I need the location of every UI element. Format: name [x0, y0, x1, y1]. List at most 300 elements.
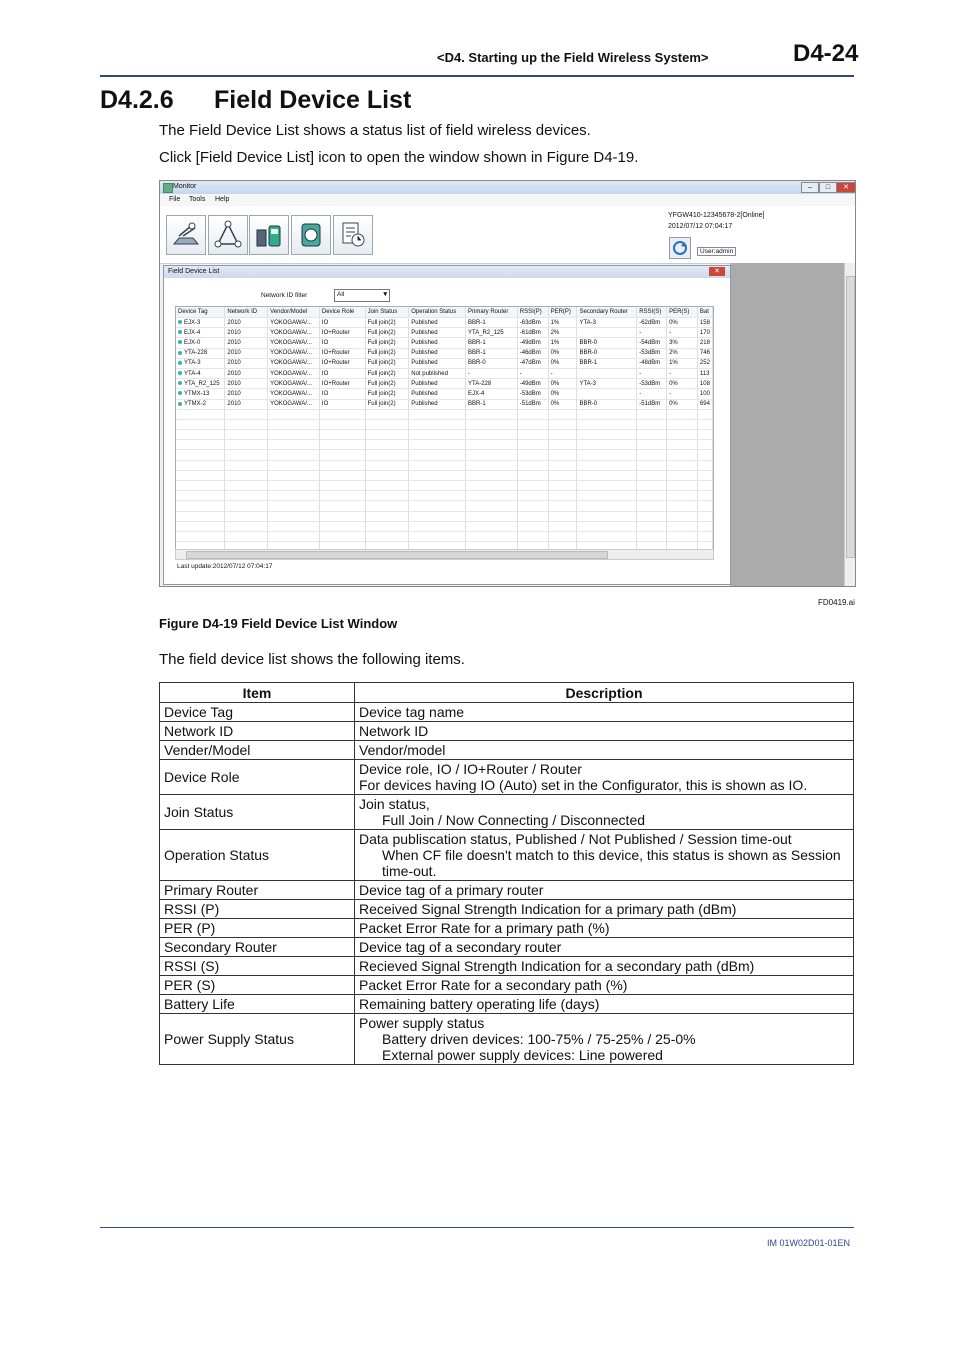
grid-cell [319, 521, 365, 531]
cell-text: 218 [699, 339, 710, 346]
cell-text: YOKOGAWA/... [270, 350, 312, 357]
grid-cell [577, 501, 637, 511]
cell-text: 2010 [227, 329, 241, 336]
cell-text: BBR-1 [468, 319, 486, 326]
grid-cell [225, 440, 268, 450]
table-row[interactable] [176, 318, 713, 328]
grid-column-header[interactable]: Vendor/Model [268, 307, 320, 318]
table-row[interactable] [176, 379, 713, 389]
cell-text: -48dBm [639, 360, 661, 367]
grid-cell [365, 470, 409, 480]
grid-cell [667, 481, 698, 491]
grid-cell [667, 470, 698, 480]
grid-cell [517, 521, 548, 531]
grid-cell [697, 379, 712, 389]
table-row [160, 976, 854, 995]
grid-cell [225, 501, 268, 511]
grid-cell [667, 531, 698, 541]
description-indented-line: External power supply devices: Line powered [382, 1047, 663, 1063]
grid-cell [268, 430, 320, 440]
grid-cell [697, 521, 712, 531]
empty-row [176, 440, 713, 450]
grid-cell [409, 531, 466, 541]
grid-cell [409, 348, 466, 358]
description-cell [355, 722, 854, 741]
description-indented-line: Battery driven devices: 100-75% / 75-25% / 25-0% [382, 1031, 696, 1047]
cell-text: Published [411, 319, 438, 326]
grid-cell [319, 389, 365, 399]
table-row[interactable] [176, 368, 713, 378]
grid-cell [409, 389, 466, 399]
grid-cell [697, 338, 712, 348]
cell-text: YOKOGAWA/... [270, 370, 312, 377]
workspace-background [730, 263, 855, 586]
description-line: Join status, [359, 796, 430, 812]
section-title [100, 86, 411, 115]
toolbar-button-device-detail[interactable] [291, 215, 331, 255]
cell-text: 0% [550, 380, 560, 387]
intro-paragraph-2: Click [Field Device List] icon to open the window shown in Figure D4-19. [159, 149, 639, 166]
network-id-filter-select[interactable] [334, 289, 390, 302]
description-cell [355, 957, 854, 976]
grid-cell [225, 358, 268, 368]
cell-text: YTA-4 [184, 370, 201, 377]
maximize-icon[interactable]: □ [819, 182, 837, 193]
grid-cell [176, 481, 225, 491]
cell-text: IO [321, 319, 329, 326]
description-cell [355, 995, 854, 1014]
items-table-header [160, 683, 854, 703]
grid-cell [637, 419, 667, 429]
description-line: Device tag of a primary router [359, 882, 544, 898]
grid-cell [548, 389, 577, 399]
description-cell [355, 703, 854, 722]
grid-column-header[interactable]: Join Status [365, 307, 409, 318]
item-cell: Device Tag [160, 703, 355, 722]
cell-text: Full join(2) [367, 350, 396, 357]
grid-column-header[interactable]: Secondary Router [577, 307, 637, 318]
grid-column-header[interactable]: PER(S) [667, 307, 698, 318]
grid-cell [176, 501, 225, 511]
grid-cell [409, 328, 466, 338]
grid-cell [637, 511, 667, 521]
description-cell [355, 919, 854, 938]
grid-column-header[interactable]: Primary Router [466, 307, 518, 318]
cell-text: YOKOGAWA/... [270, 380, 312, 387]
grid-cell [637, 470, 667, 480]
grid-cell [637, 491, 667, 501]
cell-text: Full join(2) [367, 401, 396, 408]
grid-cell [637, 460, 667, 470]
toolbar-button-gateway[interactable] [166, 215, 206, 255]
grid-cell [577, 440, 637, 450]
item-cell: PER (P) [160, 919, 355, 938]
grid-cell [319, 511, 365, 521]
cell-text: -53dBm [639, 380, 661, 387]
grid-cell [637, 440, 667, 450]
grid-cell [409, 481, 466, 491]
description-line: Device tag of a secondary router [359, 939, 562, 955]
item-cell: Device Role [160, 760, 355, 795]
grid-cell [409, 521, 466, 531]
grid-cell [667, 521, 698, 531]
grid-cell [409, 440, 466, 450]
grid-cell [365, 460, 409, 470]
grid-cell [365, 481, 409, 491]
grid-cell [548, 430, 577, 440]
grid-cell [577, 511, 637, 521]
grid-cell [225, 491, 268, 501]
toolbar-button-report[interactable] [333, 215, 373, 255]
device-table [176, 307, 713, 550]
grid-cell [319, 430, 365, 440]
grid-cell [577, 450, 637, 460]
topology-icon [213, 220, 243, 250]
grid-cell [466, 318, 518, 328]
cell-text: Published [411, 390, 438, 397]
grid-cell [697, 440, 712, 450]
grid-cell [548, 470, 577, 480]
grid-cell [365, 491, 409, 501]
cell-text: YOKOGAWA/... [270, 329, 312, 336]
gateway-name: YFGW410-12345678-2[Online] [668, 212, 765, 219]
grid-cell [466, 399, 518, 409]
empty-row [176, 419, 713, 429]
cell-text: - [669, 390, 672, 397]
cell-text: 2010 [227, 401, 241, 408]
grid-cell [697, 419, 712, 429]
grid-cell [409, 399, 466, 409]
table-row[interactable] [176, 348, 713, 358]
grid-cell [517, 440, 548, 450]
grid-cell [268, 450, 320, 460]
grid-cell [176, 491, 225, 501]
grid-cell [637, 450, 667, 460]
cell-text: 0% [669, 319, 678, 326]
gateway-icon [171, 220, 201, 250]
status-dot-icon [178, 340, 182, 344]
grid-cell [667, 511, 698, 521]
grid-cell [319, 531, 365, 541]
grid-cell [268, 389, 320, 399]
grid-cell [176, 419, 225, 429]
gateway-time: 2012/07/12 07:04:17 [668, 223, 733, 230]
grid-cell [268, 399, 320, 409]
table-row[interactable] [176, 399, 713, 409]
menu-file[interactable]: File [169, 196, 181, 203]
table-row [160, 900, 854, 919]
description-line: Packet Error Rate for a secondary path (%) [359, 977, 628, 993]
menu-bar [160, 194, 855, 206]
header-description: Description [355, 683, 854, 703]
grid-cell [268, 419, 320, 429]
cell-text: EJX-0 [184, 339, 201, 346]
cell-text: 694 [699, 401, 710, 408]
grid-cell [577, 379, 637, 389]
minimize-icon[interactable]: – [801, 182, 819, 193]
grid-cell [466, 419, 518, 429]
grid-column-header[interactable]: Device Tag [176, 307, 225, 318]
toolbar-button-field-device-list[interactable] [249, 215, 289, 255]
user-label: User:admin [697, 247, 736, 256]
refresh-icon [670, 238, 690, 258]
item-cell: Operation Status [160, 830, 355, 881]
table-row [160, 1014, 854, 1065]
description-line: For devices having IO (Auto) set in the Configurator, this is shown as IO. [359, 777, 808, 793]
grid-column-header[interactable]: RSSI(P) [517, 307, 548, 318]
grid-cell [517, 379, 548, 389]
description-line: Device role, IO / IO+Router / Router [359, 761, 582, 777]
grid-cell [176, 328, 225, 338]
grid-cell [365, 368, 409, 378]
cell-text: 113 [699, 370, 710, 377]
main-vertical-scroll-thumb[interactable] [846, 276, 855, 558]
grid-cell [225, 399, 268, 409]
header-item: Item [160, 683, 355, 703]
table-row[interactable] [176, 328, 713, 338]
cell-text: 0% [550, 360, 560, 367]
items-table [159, 682, 854, 1065]
cell-text: YTMX-13 [184, 390, 210, 397]
grid-cell [176, 440, 225, 450]
grid-cell [577, 409, 637, 419]
grid-cell [409, 460, 466, 470]
footer-rule [100, 1227, 854, 1228]
grid-cell [268, 348, 320, 358]
grid-cell [548, 348, 577, 358]
description-cell [355, 881, 854, 900]
cell-text: EJX-3 [184, 319, 201, 326]
grid-column-header[interactable]: PER(P) [548, 307, 577, 318]
gateway-status [668, 210, 765, 232]
item-cell: Battery Life [160, 995, 355, 1014]
grid-cell [517, 358, 548, 368]
grid-cell [268, 481, 320, 491]
grid-cell [517, 389, 548, 399]
table-row [160, 881, 854, 900]
grid-cell [466, 460, 518, 470]
grid-cell [365, 409, 409, 419]
grid-cell [225, 389, 268, 399]
grid-cell [577, 358, 637, 368]
grid-cell [466, 348, 518, 358]
grid-cell [548, 368, 577, 378]
grid-cell [319, 470, 365, 480]
grid-cell [268, 501, 320, 511]
grid-cell [409, 419, 466, 429]
description-line: Device tag name [359, 704, 465, 720]
figure-file-id: FD0419.ai [818, 598, 855, 607]
grid-cell [466, 521, 518, 531]
grid-cell [637, 368, 667, 378]
grid-cell [548, 501, 577, 511]
grid-cell [365, 531, 409, 541]
grid-cell [268, 338, 320, 348]
grid-cell [365, 419, 409, 429]
grid-column-header[interactable]: RSSI(S) [637, 307, 667, 318]
grid-cell [268, 379, 320, 389]
grid-cell [409, 501, 466, 511]
grid-cell [319, 450, 365, 460]
table-row[interactable] [176, 389, 713, 399]
grid-cell [319, 491, 365, 501]
cell-text: Published [411, 360, 438, 367]
table-row[interactable] [176, 358, 713, 368]
network-id-filter-label: Network ID filter [261, 292, 308, 299]
grid-cell [268, 511, 320, 521]
cell-text: Published [411, 329, 438, 336]
report-clock-icon [338, 220, 368, 250]
grid-cell [577, 338, 637, 348]
table-row [160, 957, 854, 976]
grid-cell [637, 348, 667, 358]
grid-cell [697, 318, 712, 328]
grid-column-header[interactable]: Device Role [319, 307, 365, 318]
description-line: Packet Error Rate for a primary path (%) [359, 920, 610, 936]
grid-cell [225, 450, 268, 460]
description-cell [355, 760, 854, 795]
empty-row [176, 531, 713, 541]
window-title: Monitor [173, 183, 197, 190]
cell-text: Full join(2) [367, 380, 396, 387]
cell-text: BBR-1 [468, 339, 486, 346]
grid-cell [517, 481, 548, 491]
grid-cell [176, 531, 225, 541]
cell-text: 746 [699, 350, 710, 357]
grid-cell [225, 521, 268, 531]
grid-cell [176, 379, 225, 389]
grid-cell [225, 338, 268, 348]
grid-cell [466, 491, 518, 501]
grid-horizontal-scrollbar[interactable] [175, 549, 714, 560]
cell-text: Published [411, 401, 438, 408]
grid-cell [409, 409, 466, 419]
item-cell: RSSI (P) [160, 900, 355, 919]
description-cell [355, 741, 854, 760]
grid-cell [176, 511, 225, 521]
menu-help[interactable]: Help [215, 196, 230, 203]
grid-cell [517, 470, 548, 480]
cell-text: -54dBm [639, 339, 661, 346]
grid-cell [637, 318, 667, 328]
grid-cell [319, 481, 365, 491]
grid-cell [268, 358, 320, 368]
cell-text: BBR-0 [579, 350, 598, 357]
grid-cell [637, 379, 667, 389]
toolbar-button-topology[interactable] [208, 215, 248, 255]
grid-cell [697, 358, 712, 368]
device-detail-icon [296, 220, 326, 250]
grid-cell [697, 470, 712, 480]
cell-text: 2% [550, 329, 560, 336]
grid-cell [225, 379, 268, 389]
cell-text: 2010 [227, 390, 241, 397]
grid-cell [319, 419, 365, 429]
grid-cell [409, 379, 466, 389]
grid-cell [225, 430, 268, 440]
section-name: Field Device List [214, 86, 412, 114]
grid-cell [667, 409, 698, 419]
figure-caption: Figure D4-19 Field Device List Window [159, 616, 398, 631]
grid-cell [637, 358, 667, 368]
grid-cell [176, 368, 225, 378]
grid-cell [577, 348, 637, 358]
grid-cell [577, 521, 637, 531]
grid-cell [466, 328, 518, 338]
item-cell: Power Supply Status [160, 1014, 355, 1065]
grid-cell [466, 338, 518, 348]
grid-cell [577, 419, 637, 429]
refresh-button[interactable] [669, 237, 691, 259]
cell-text: 1% [550, 339, 560, 346]
grid-cell [577, 318, 637, 328]
grid-cell [517, 409, 548, 419]
grid-cell [667, 318, 698, 328]
grid-cell [176, 430, 225, 440]
grid-column-header[interactable]: Network ID [225, 307, 268, 318]
item-cell: PER (S) [160, 976, 355, 995]
cell-text: - [639, 370, 642, 377]
description-line: Power supply status [359, 1015, 485, 1031]
child-close-icon[interactable]: ✕ [709, 267, 725, 276]
empty-row [176, 450, 713, 460]
grid-cell [517, 348, 548, 358]
grid-cell [697, 399, 712, 409]
close-icon[interactable]: ✕ [836, 182, 856, 193]
grid-cell [466, 501, 518, 511]
table-row [160, 703, 854, 722]
grid-cell [517, 501, 548, 511]
cell-text: - [639, 329, 642, 336]
grid-cell [667, 440, 698, 450]
grid-cell [637, 521, 667, 531]
grid-cell [319, 368, 365, 378]
cell-text: Published [411, 339, 438, 346]
cell-text: YTA-228 [468, 380, 492, 387]
cell-text: -49dBm [519, 380, 541, 387]
grid-cell [517, 430, 548, 440]
cell-text: YOKOGAWA/... [270, 360, 312, 367]
grid-scroll-thumb[interactable] [186, 551, 608, 559]
grid-cell [176, 409, 225, 419]
cell-text: -51dBm [639, 401, 661, 408]
cell-text: IO [321, 390, 329, 397]
grid-cell [466, 430, 518, 440]
grid-cell [319, 379, 365, 389]
cell-text: IO [321, 370, 329, 377]
description-line: Remaining battery operating life (days) [359, 996, 600, 1012]
intro-paragraph-1: The Field Device List shows a status list of field wireless devices. [159, 122, 591, 139]
grid-cell [176, 348, 225, 358]
page-number: D4-24 [793, 40, 859, 67]
last-update-label: Last update:2012/07/12 07:04:17 [177, 563, 273, 570]
table-row[interactable] [176, 338, 713, 348]
cell-text: Full join(2) [367, 360, 396, 367]
filter-selected-value: All [337, 291, 345, 298]
cell-text: 0% [550, 401, 560, 408]
grid-cell [517, 318, 548, 328]
cell-text: EJX-4 [184, 329, 201, 336]
cell-text: IO+Router [321, 380, 350, 387]
grid-cell [409, 338, 466, 348]
grid-cell [176, 470, 225, 480]
description-line: Data publiscation status, Published / Not Published / Session time-out [359, 831, 792, 847]
grid-column-header[interactable]: Operation Status [409, 307, 466, 318]
grid-cell [637, 531, 667, 541]
menu-tools[interactable]: Tools [189, 196, 206, 203]
status-dot-icon [178, 351, 182, 355]
grid-column-header[interactable]: Bat [697, 307, 712, 318]
